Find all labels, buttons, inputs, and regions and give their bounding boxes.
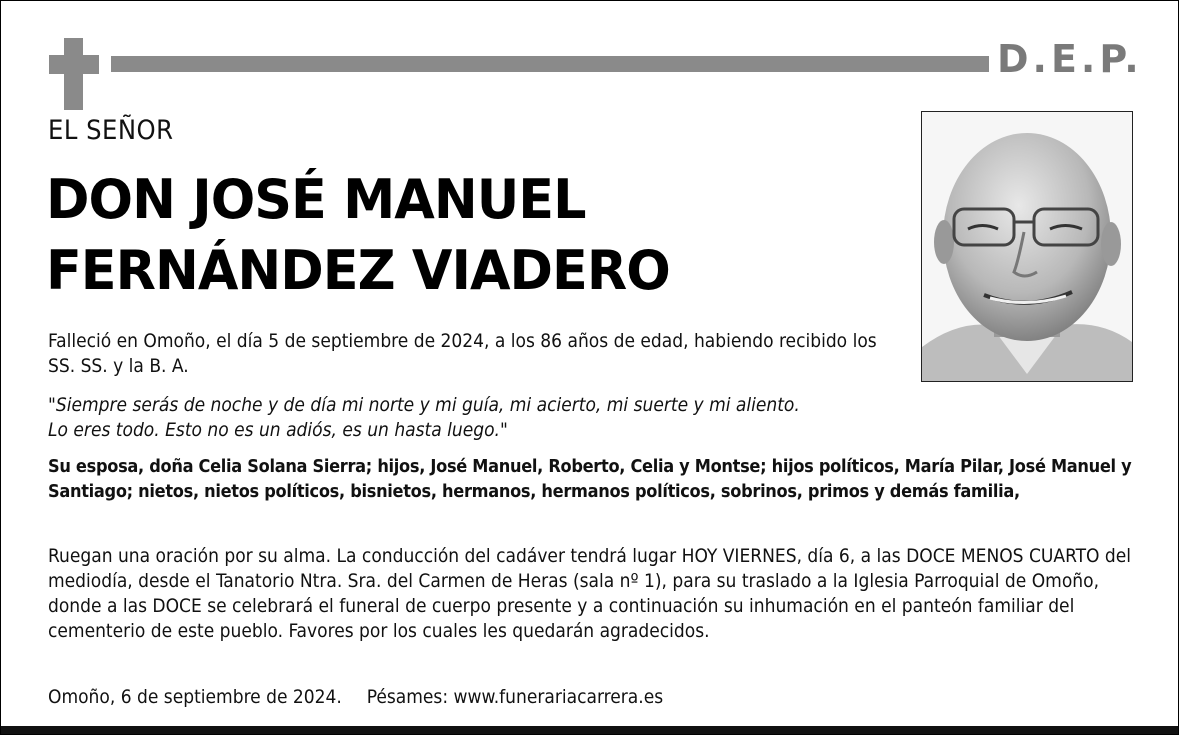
- deceased-name-line-1: DON JOSÉ MANUEL: [46, 168, 586, 231]
- portrait-photo: [921, 111, 1133, 382]
- footer-line: [48, 685, 1138, 710]
- honorific: EL SEÑOR: [48, 115, 174, 146]
- family-list: Su esposa, doña Celia Solana Sierra; hijos, José Manuel, Roberto, Celia y Montse; hijos políticos, María Pilar, José Manuel y Santiago; nietos, nietos políticos, bisnietos, hermanos, hermanos políticos, sobrinos, primos y demás familia,: [48, 456, 1132, 502]
- place-date: Omoño, 6 de septiembre de 2024.: [48, 686, 342, 708]
- quote-line-2: Lo eres todo. Esto no es un adiós, es un hasta luego.": [48, 419, 508, 441]
- quote-line-1: "Siempre serás de noche y de día mi norte y mi guía, mi acierto, mi suerte y mi aliento.: [48, 394, 800, 416]
- bottom-border: [1, 726, 1178, 734]
- dep-label: D.E.P.: [997, 37, 1143, 81]
- death-notice: Falleció en Omoño, el día 5 de septiembre de 2024, a los 86 años de edad, habiendo recibido los SS. SS. y la B. A.: [48, 330, 877, 377]
- deceased-name-line-2: FERNÁNDEZ VIADERO: [46, 239, 670, 302]
- header-rule: [111, 56, 989, 72]
- ceremony-details: Ruegan una oración por su alma. La conducción del cadáver tendrá lugar HOY VIERNES, día 6, a las DOCE MENOS CUARTO del mediodía, desde el Tanatorio Ntra. Sra. del Carmen de Heras (sala nº 1), para su traslado a la Iglesia Parroquial de Omoño, donde a las DOCE se celebrará el funeral de cuerpo presente y a continuación su inhumación en el panteón familiar del cementerio de este pueblo. Favores por los cuales les quedarán agradecidos.: [48, 545, 1132, 642]
- memorial-quote: [48, 393, 908, 443]
- cross-icon: [49, 38, 99, 110]
- condolences-link: Pésames: www.funerariacarrera.es: [366, 686, 664, 708]
